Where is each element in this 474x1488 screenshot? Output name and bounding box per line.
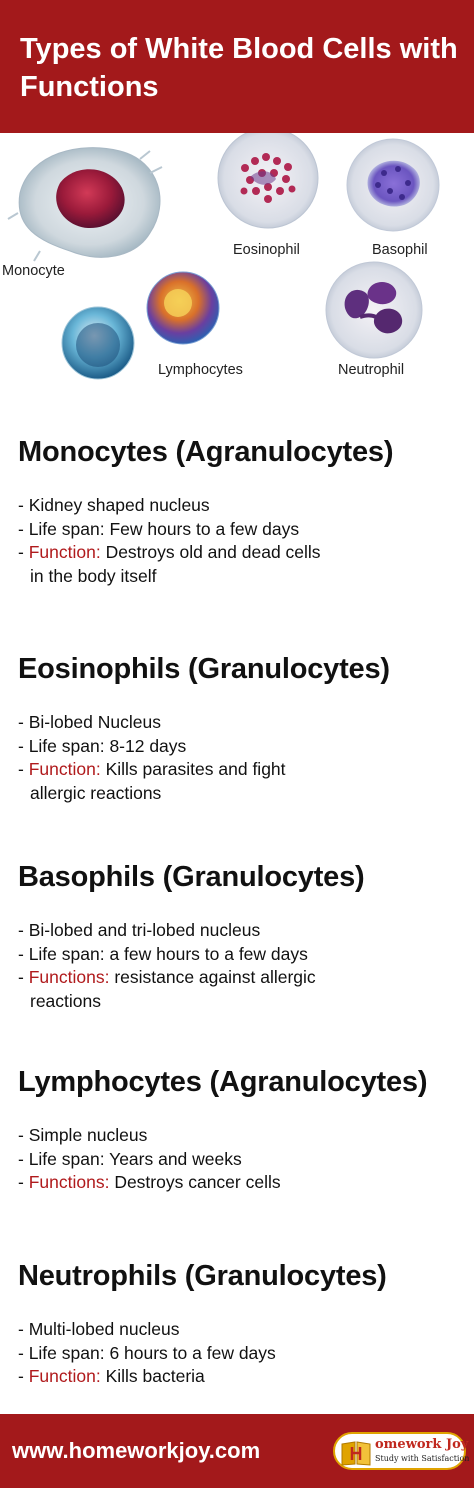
- book-icon: [340, 1438, 372, 1468]
- function-item: - Function: Kills parasites and fight allergic reactions: [18, 758, 458, 805]
- monocyte-label: Monocyte: [2, 263, 65, 279]
- cell-illustration-svg: [0, 133, 474, 393]
- fact-item: - Simple nucleus: [18, 1125, 148, 1145]
- function-item: - Functions: Destroys cancer cells: [18, 1172, 281, 1192]
- function-continuation: reactions: [30, 990, 102, 1011]
- function-item: - Functions: resistance against allergic reactions: [18, 966, 458, 1013]
- eosinophil-cell: [218, 133, 318, 228]
- function-text: Destroys old and dead cells: [105, 542, 321, 562]
- eosinophil-label: Eosinophil: [233, 242, 300, 258]
- fact-list: [18, 1124, 458, 1195]
- function-text: Kills parasites and fight: [105, 759, 286, 779]
- fact-item: - Bi-lobed and tri-lobed nucleus: [18, 920, 261, 940]
- basophil-cell: [347, 139, 439, 231]
- lymphocytes-label: Lymphocytes: [158, 362, 243, 378]
- function-label: Functions:: [28, 967, 110, 987]
- section-title: Monocytes (Agranulocytes): [18, 436, 394, 468]
- fact-item: - Life span: a few hours to a few days: [18, 943, 308, 964]
- function-label: Function:: [28, 542, 101, 562]
- function-label: Function:: [28, 759, 101, 779]
- function-text: Kills bacteria: [105, 1366, 205, 1386]
- fact-item: - Bi-lobed Nucleus: [18, 712, 161, 732]
- basophil-label: Basophil: [372, 242, 428, 258]
- fact-list: [18, 919, 458, 1013]
- fact-list: [18, 494, 458, 588]
- fact-list: [18, 1318, 458, 1389]
- logo-tagline: Study with Satisfaction: [375, 1454, 470, 1463]
- function-continuation: allergic reactions: [30, 782, 162, 803]
- section-title: Eosinophils (Granulocytes): [18, 653, 390, 685]
- fact-item: - Kidney shaped nucleus: [18, 495, 210, 515]
- section-title: Basophils (Granulocytes): [18, 861, 365, 893]
- function-item: - Function: Destroys old and dead cells in the body itself: [18, 541, 458, 588]
- logo-brand-text: omework Joy: [375, 1437, 469, 1452]
- neutrophil-cell: [326, 262, 422, 358]
- homeworkjoy-logo[interactable]: [333, 1432, 470, 1470]
- section-title: Lymphocytes (Agranulocytes): [18, 1066, 428, 1098]
- fact-item: - Multi-lobed nucleus: [18, 1319, 180, 1339]
- fact-item: - Life span: 6 hours to a few days: [18, 1342, 276, 1363]
- lymphocyte-cell-large: [147, 272, 219, 344]
- section-title: Neutrophils (Granulocytes): [18, 1260, 387, 1292]
- header-banner: [0, 0, 474, 133]
- cell-illustrations: [0, 133, 474, 393]
- lymphocyte-cell-small: [62, 307, 134, 379]
- footer-banner: [0, 1414, 474, 1488]
- neutrophil-label: Neutrophil: [338, 362, 405, 378]
- function-label: Function:: [28, 1366, 101, 1386]
- monocyte-cell: [8, 148, 162, 261]
- function-item: - Function: Kills bacteria: [18, 1366, 205, 1386]
- website-link[interactable]: www.homeworkjoy.com: [12, 1438, 261, 1463]
- fact-list: [18, 711, 458, 805]
- fact-item: - Life span: Few hours to a few days: [18, 518, 300, 539]
- function-continuation: in the body itself: [30, 565, 157, 586]
- fact-item: - Life span: 8-12 days: [18, 735, 187, 756]
- fact-item: - Life span: Years and weeks: [18, 1148, 242, 1169]
- function-label: Functions:: [28, 1172, 110, 1192]
- function-text: resistance against allergic: [114, 967, 316, 987]
- page-title: Types of White Blood Cells with Functions: [20, 33, 458, 103]
- function-text: Destroys cancer cells: [114, 1172, 281, 1192]
